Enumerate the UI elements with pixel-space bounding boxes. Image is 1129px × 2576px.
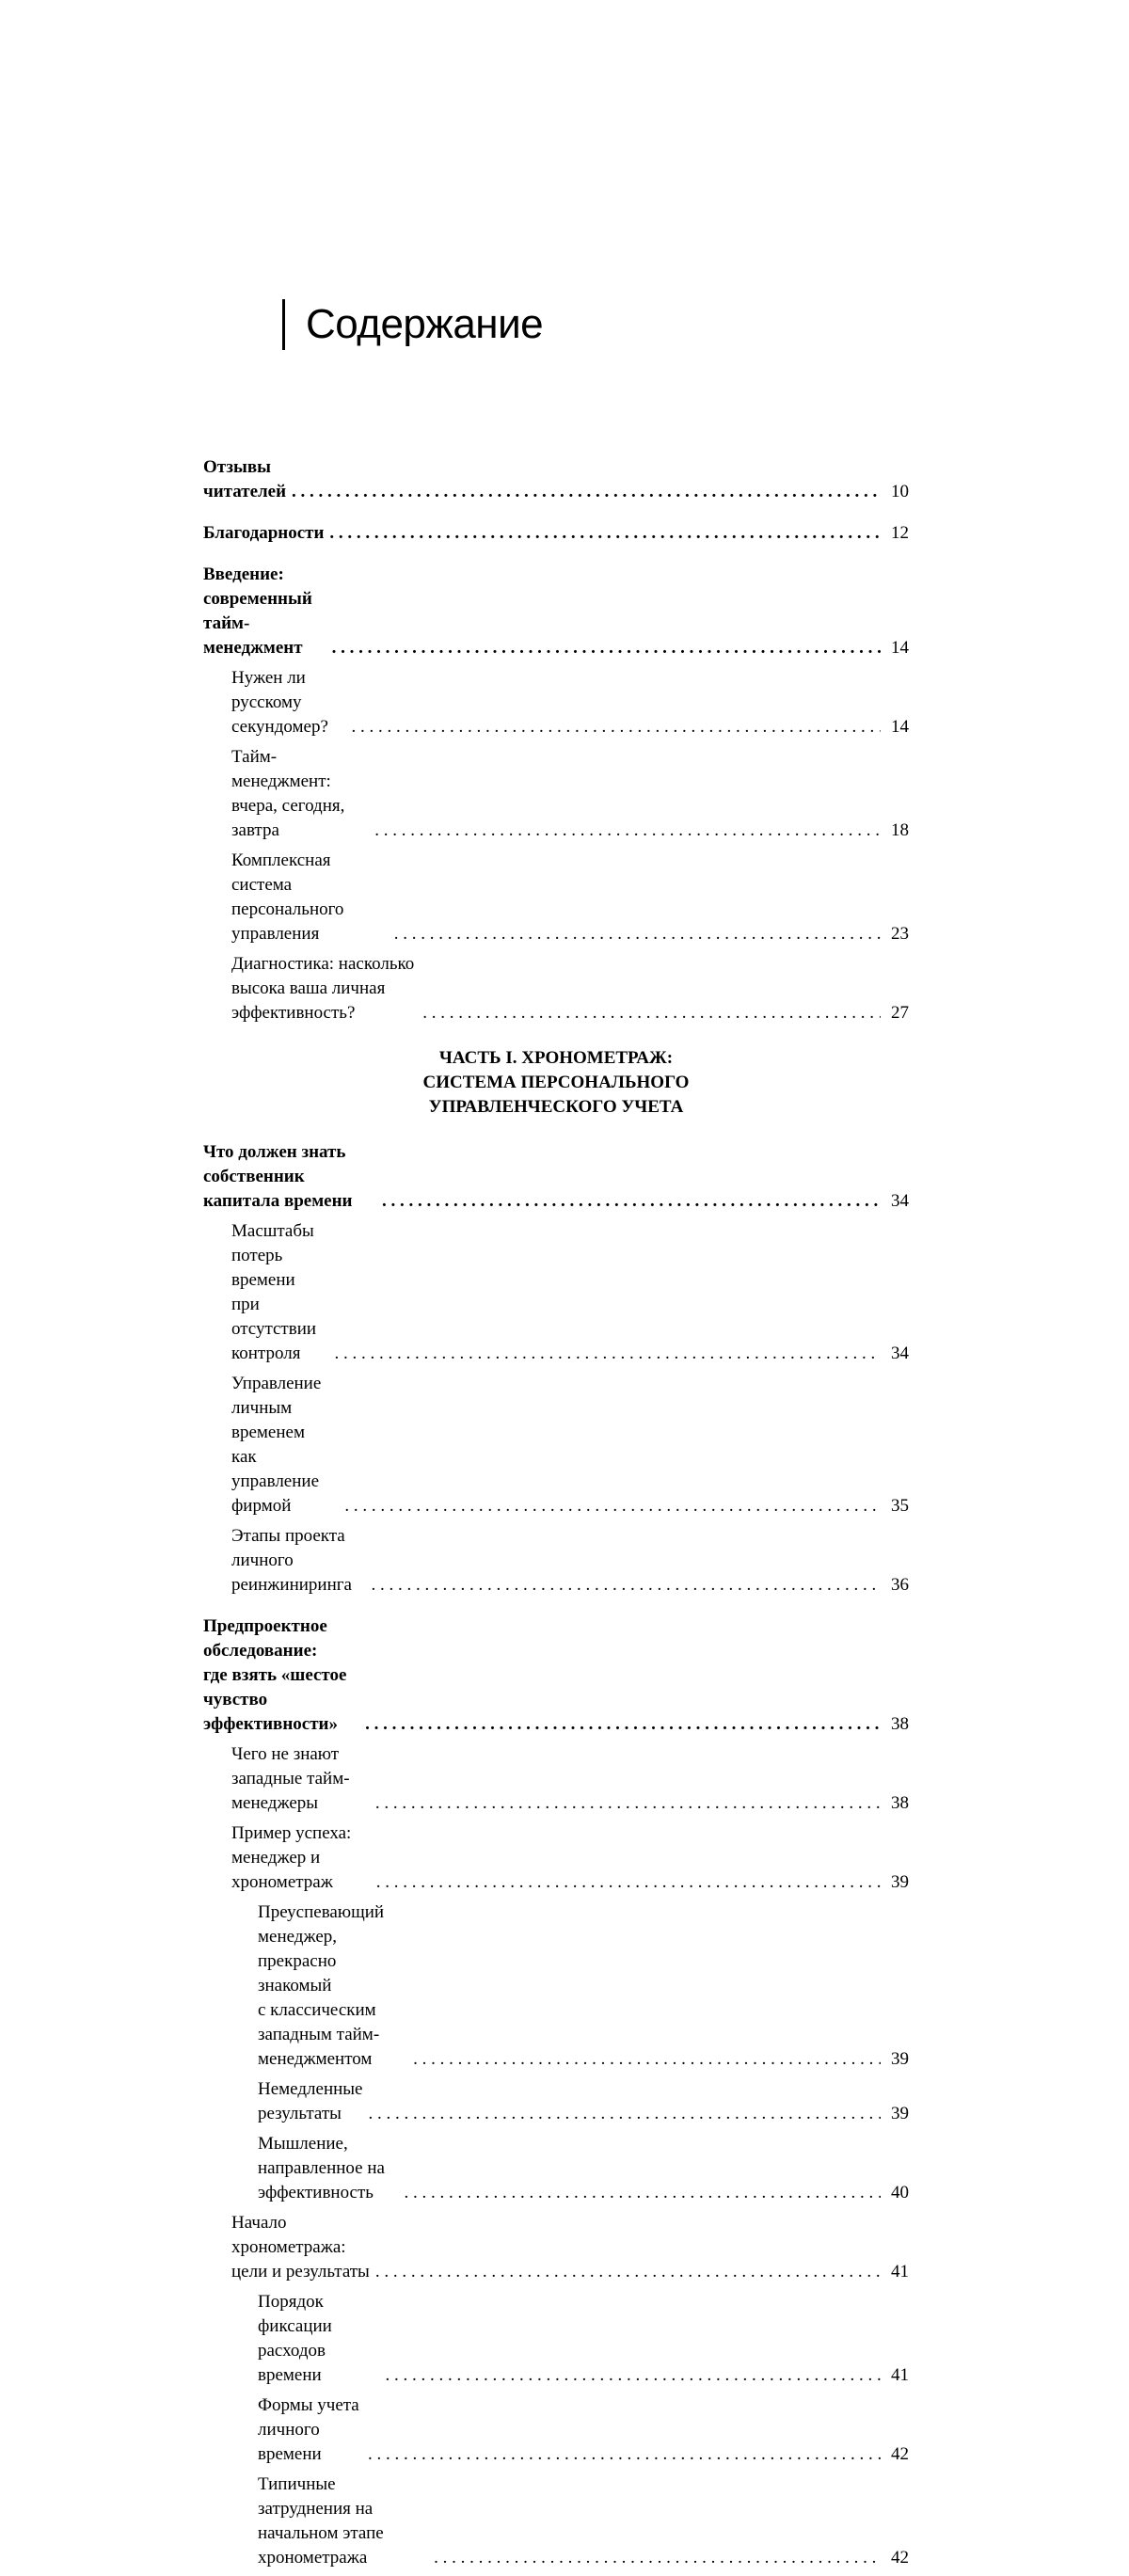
toc-page-number: 14 [891,638,909,658]
toc-leader-dots [375,1791,881,1816]
toc-leader-dots [382,1189,881,1214]
toc-leader-dots [376,1870,881,1895]
toc-page-number: 41 [891,2262,909,2282]
page-title: Содержание [306,301,544,347]
toc-entry-title [258,2393,368,2467]
toc-entry-title-line: как управление фирмой [231,1447,320,1516]
toc-entry-title [231,952,422,1026]
toc-entry-title-line: при отсутствии контроля [231,1295,317,1363]
toc-entry[interactable] [231,952,909,1026]
toc-entry[interactable] [231,849,909,946]
toc-page-number: 12 [891,523,909,543]
toc-page-number: 18 [891,820,909,840]
toc-entry-title-line: Что должен знать собственник капитала времени [203,1142,353,1211]
toc-entry[interactable] [231,666,909,739]
toc-part-1-section [203,1140,909,2570]
toc-spacer [203,510,909,521]
toc-entry[interactable] [203,1140,909,1214]
table-of-contents [203,455,909,2576]
toc-entry-title-line: Этапы проекта личного реинжиниринга [231,1526,352,1595]
toc-page-number: 39 [891,2104,909,2123]
toc-entry-title [203,521,329,546]
toc-page-number: 42 [891,2548,909,2568]
toc-entry-title [258,2132,405,2205]
toc-leader-dots [375,2260,881,2284]
toc-entry-title [231,1821,376,1895]
toc-entry-title [231,666,352,739]
toc-page-number: 42 [891,2444,909,2464]
toc-leader-dots [329,521,881,546]
toc-entry-title-line: Масштабы потерь времени [231,1221,314,1290]
toc-leader-dots [368,2102,881,2126]
toc-entry-title-line: Диагностика: насколько высока ваша личная эффективность? [231,954,415,1023]
toc-entry-title [203,1614,365,1737]
toc-entry-title-line: Преуспевающий менеджер, прекрасно знакомый [258,1902,385,1996]
toc-entry-title-line: Типичные затруднения на начальном этапе хронометража [258,2474,384,2568]
toc-entry-title [203,455,292,504]
toc-entry[interactable] [258,2393,909,2467]
toc-entry-title-line: Комплексная система персонального управления [231,851,344,944]
toc-leader-dots [372,1573,881,1598]
toc-page-number: 34 [891,1191,909,1211]
toc-heading-block [282,299,543,350]
toc-entry-title-line: Немедленные результаты [258,2079,363,2123]
toc-entry-title [258,1900,413,2072]
toc-page-number: 41 [891,2365,909,2385]
toc-leader-dots [422,1001,881,1026]
toc-page-number: 39 [891,1872,909,1892]
toc-entry-title [231,1219,334,1366]
toc-entry[interactable] [258,1900,909,2072]
toc-entry-title [231,1524,372,1598]
toc-entry[interactable] [258,2473,909,2570]
toc-entry-title-line: с классическим западным тайм-менеджментом [258,2000,380,2069]
toc-entry[interactable] [231,1372,909,1519]
toc-entry[interactable] [258,2132,909,2205]
toc-entry-title [231,1742,375,1816]
toc-page-number: 36 [891,1575,909,1595]
toc-page-number: 38 [891,1793,909,1813]
toc-entry-title-line: Предпроектное обследование: [203,1616,327,1661]
toc-entry[interactable] [203,521,909,546]
toc-entry-title [203,1140,382,1214]
part-1-title-line: СИСТЕМА ПЕРСОНАЛЬНОГО [422,1073,690,1092]
toc-leader-dots [365,1712,881,1737]
toc-page-number: 10 [891,482,909,501]
toc-entry-title-line: Чего не знают западные тайм-менеджеры [231,1744,350,1813]
toc-entry[interactable] [203,1614,909,1737]
toc-entry[interactable] [231,1524,909,1598]
toc-entry[interactable] [231,745,909,843]
toc-entry-title [258,2473,434,2570]
toc-entry-title [203,563,332,660]
toc-page-number: 35 [891,1496,909,1516]
toc-spacer [203,551,909,563]
toc-page-number: 27 [891,1003,909,1023]
toc-entry-title [258,2077,368,2126]
toc-entry-title-line: Тайм-менеджмент: вчера, сегодня, завтра [231,747,345,840]
toc-entry-title-line: где взять «шестое чувство эффективности» [203,1665,347,1734]
toc-entry-title-line: Отзывы читателей [203,457,287,501]
toc-spacer [203,1603,909,1614]
toc-entry[interactable] [258,2077,909,2126]
toc-entry-title [231,849,394,946]
toc-page-number: 34 [891,1344,909,1363]
toc-entry-title-line: современный тайм-менеджмент [203,589,312,658]
toc-entry-title [231,745,374,843]
toc-entry-title-line: Благодарности [203,523,325,543]
toc-leader-dots [368,2442,881,2467]
toc-entry-title-line: Управление личным временем [231,1374,322,1442]
toc-leader-dots [394,922,881,946]
toc-entry[interactable] [231,1219,909,1366]
toc-entry-title-line: Начало хронометража: цели и результаты [231,2213,370,2282]
toc-entry-title [258,2290,386,2388]
toc-page-number: 14 [891,717,909,737]
toc-entry-title-line: Порядок фиксации расходов времени [258,2292,332,2385]
toc-leader-dots [413,2047,881,2072]
toc-entry[interactable] [231,1821,909,1895]
toc-leader-dots [344,1494,881,1519]
toc-leader-dots [292,480,881,504]
toc-page-number: 39 [891,2049,909,2069]
toc-leader-dots [352,715,881,739]
toc-entry[interactable] [231,2211,909,2284]
toc-entry-title-line: Нужен ли русскому секундомер? [231,668,328,737]
heading-rule [282,299,285,350]
toc-page-number: 38 [891,1714,909,1734]
toc-page-number: 40 [891,2183,909,2202]
toc-entry[interactable] [258,2290,909,2388]
toc-leader-dots [405,2181,882,2205]
toc-entry-title-line: Введение: [203,564,284,584]
part-1-title-line: ЧАСТЬ I. ХРОНОМЕТРАЖ: [438,1048,674,1068]
toc-intro-section [203,455,909,1026]
toc-entry[interactable] [203,563,909,660]
toc-entry[interactable] [231,1742,909,1816]
toc-page-number: 23 [891,924,909,944]
toc-leader-dots [386,2363,881,2388]
part-1-title [203,1046,909,1120]
toc-entry-title-line: Формы учета личного времени [258,2395,359,2464]
toc-entry-title-line: Мышление, направленное на эффективность [258,2134,385,2202]
toc-leader-dots [332,636,881,660]
toc-leader-dots [374,819,881,843]
toc-leader-dots [434,2546,881,2570]
toc-entry-title-line: Пример успеха: менеджер и хронометраж [231,1823,352,1892]
part-1-title-line: УПРАВЛЕНЧЕСКОГО УЧЕТА [428,1097,684,1117]
toc-entry-title [231,2211,375,2284]
toc-leader-dots [334,1342,881,1366]
toc-entry[interactable] [203,455,909,504]
toc-entry-title [231,1372,344,1519]
